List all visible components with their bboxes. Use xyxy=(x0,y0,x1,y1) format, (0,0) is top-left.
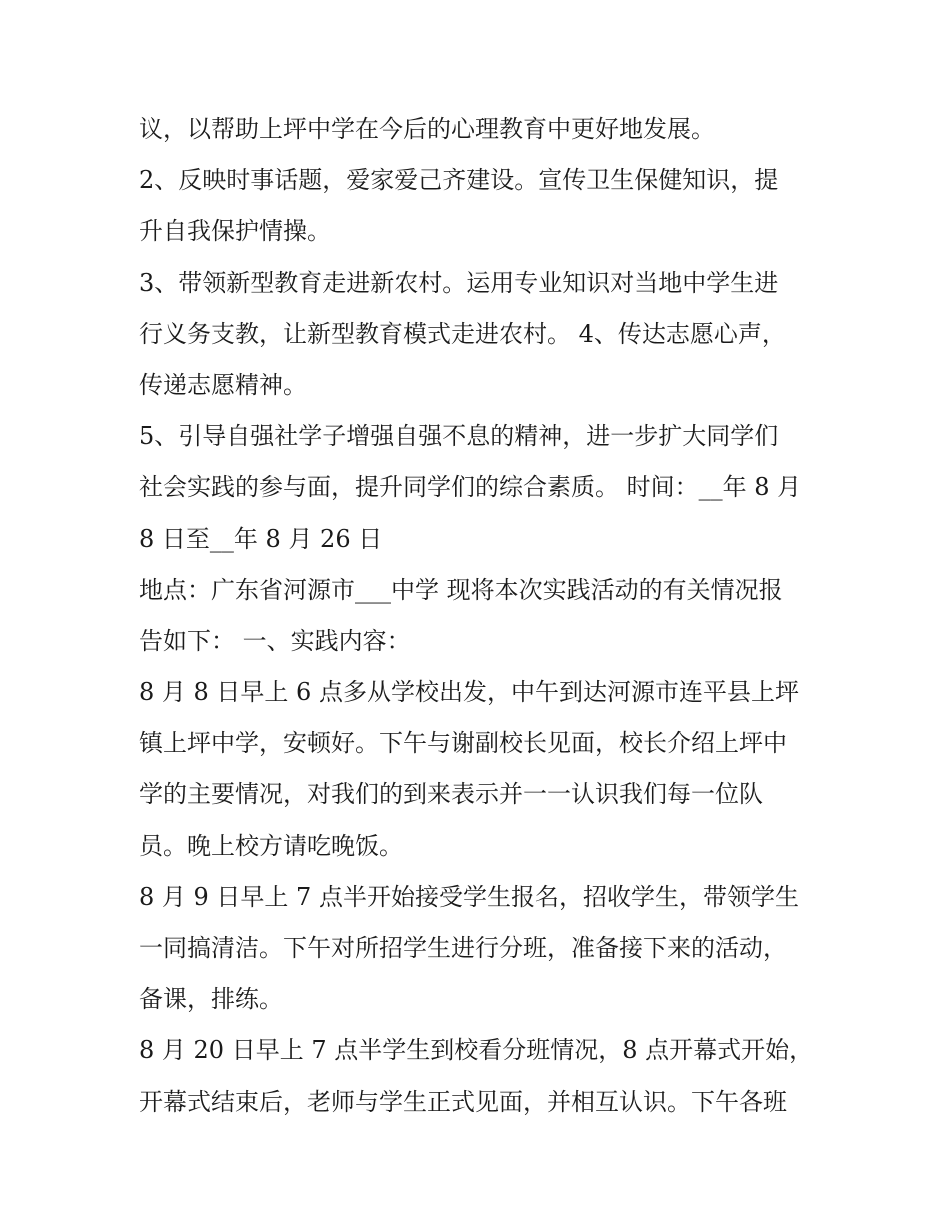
text-line: 地点：广东省河源市___中学 现将本次实践活动的有关情况报 xyxy=(139,575,783,604)
text-line: 议，以帮助上坪中学在今后的心理教育中更好地发展。 xyxy=(139,115,715,143)
text-line: 传递志愿精神。 xyxy=(139,370,307,399)
text-line: 镇上坪中学，安顿好。下午与谢副校长见面，校长介绍上坪中 xyxy=(139,729,787,758)
text-line: 社会实践的参与面，提升同学们的综合素质。 时间：__年 8 月 xyxy=(139,473,802,502)
text-line: 5、引导自强社学子增强自强不息的精神，进一步扩大同学们 xyxy=(139,422,779,451)
document-body xyxy=(139,104,819,1128)
text-line: 学的主要情况，对我们的到来表示并一一认识我们每一位队 xyxy=(139,780,763,809)
text-line: 升自我保护情操。 xyxy=(139,217,331,246)
text-line: 开幕式结束后，老师与学生正式见面，并相互认识。下午各班 xyxy=(139,1087,787,1116)
text-line: 8 日至__年 8 月 26 日 xyxy=(139,524,383,553)
text-line: 2、反映时事话题，爱家爱己齐建设。宣传卫生保健知识，提 xyxy=(139,166,779,195)
text-line: 8 月 9 日早上 7 点半开始接受学生报名，招收学生，带领学生 xyxy=(139,882,799,911)
text-line: 备课，排练。 xyxy=(139,985,283,1014)
text-line: 行义务支教，让新型教育模式走进农村。 4、传达志愿心声， xyxy=(139,319,786,348)
text-line: 一同搞清洁。下午对所招学生进行分班，准备接下来的活动， xyxy=(139,934,787,962)
text-line: 3、带领新型教育走进新农村。运用专业知识对当地中学生进 xyxy=(139,268,779,297)
text-line: 8 月 20 日早上 7 点半学生到校看分班情况，8 点开幕式开始， xyxy=(139,1036,814,1065)
text-line: 8 月 8 日早上 6 点多从学校出发，中午到达河源市连平县上坪 xyxy=(139,678,799,707)
text-line: 告如下： 一、实践内容： xyxy=(139,626,411,655)
text-line: 员。晚上校方请吃晚饭。 xyxy=(139,831,403,860)
